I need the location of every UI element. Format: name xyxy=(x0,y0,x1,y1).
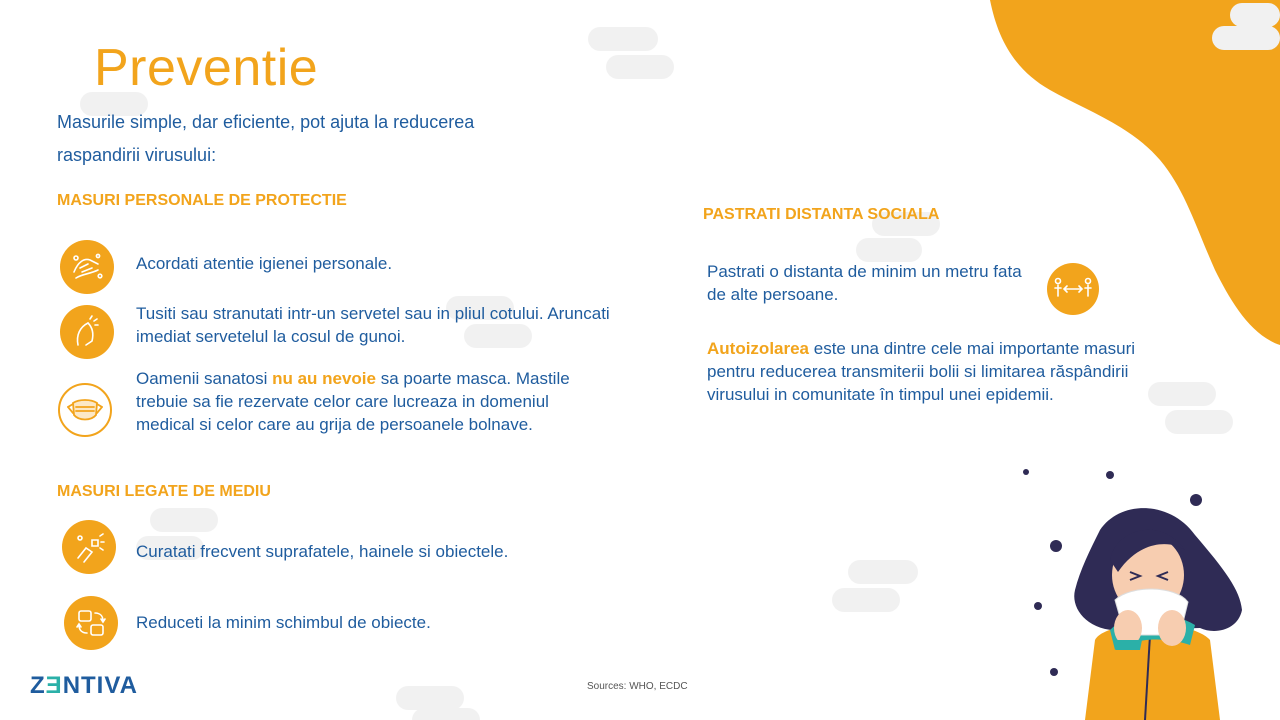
section-heading-environment: MASURI LEGATE DE MEDIU xyxy=(57,483,271,500)
item-exchange-text: Reduceti la minim schimbul de obiecte. xyxy=(136,613,431,632)
object-exchange-icon xyxy=(64,596,118,650)
sources-note: Sources: WHO, ECDC xyxy=(587,681,688,692)
mask-text-highlight: nu au nevoie xyxy=(272,369,376,388)
item-sneeze-text: Tusiti sau stranutati intr-un servetel sau in pliul cotului. Aruncati imediat servetelul la cosul de gunoi. xyxy=(136,304,610,346)
hand-washing-icon xyxy=(60,240,114,294)
decorative-cloud xyxy=(1212,26,1280,50)
zentiva-logo xyxy=(30,672,138,700)
sneeze-elbow-icon xyxy=(60,305,114,359)
decorative-cloud xyxy=(150,508,218,532)
isolation-highlight: Autoizolarea xyxy=(707,339,810,358)
intro-text: Masurile simple, dar eficiente, pot ajuta la reducerea raspandirii virusului: xyxy=(57,112,475,165)
cleaning-spray-icon xyxy=(62,520,116,574)
item-mask-text xyxy=(136,367,586,436)
isolation-body: este una dintre cele mai importante masuri pentru reducerea transmiterii bolii si limitarea răspândirii virusului in comunitate în timpul unei epidemii. xyxy=(707,339,1136,404)
item-hygiene-text: Acordati atentie igienei personale. xyxy=(136,254,393,273)
sneezing-woman-illustration xyxy=(1010,460,1260,720)
logo-rest: NTIVA xyxy=(62,672,138,699)
decorative-cloud xyxy=(1165,410,1233,434)
section-heading-distance: PASTRATI DISTANTA SOCIALA xyxy=(703,206,940,223)
mask-text-after: sa poarte masca. Mastile trebuie sa fie rezervate celor care lucreaza in domeniul medical si celor care au grija de persoanele bolnave. xyxy=(136,369,570,434)
logo-z: Z xyxy=(30,672,46,699)
decorative-orange-blob xyxy=(990,0,1280,350)
social-distance-icon xyxy=(1047,263,1099,315)
decorative-cloud xyxy=(588,27,658,51)
item-cleaning-text: Curatati frecvent suprafatele, hainele si obiectele. xyxy=(136,542,509,561)
decorative-cloud xyxy=(606,55,674,79)
decorative-cloud xyxy=(832,588,900,612)
section-heading-personal: MASURI PERSONALE DE PROTECTIE xyxy=(57,192,347,209)
logo-e: Ǝ xyxy=(45,672,63,699)
decorative-cloud xyxy=(1230,3,1280,27)
distance-text: Pastrati o distanta de minim un metru fata de alte persoane. xyxy=(707,262,1022,304)
decorative-cloud xyxy=(856,238,922,262)
decorative-cloud xyxy=(412,708,480,720)
decorative-cloud xyxy=(848,560,918,584)
mask-text-before: Oamenii sanatosi xyxy=(136,369,273,388)
page-title: Preventie xyxy=(94,39,319,97)
decorative-cloud xyxy=(396,686,464,710)
isolation-text xyxy=(707,337,1187,406)
face-mask-icon xyxy=(58,383,112,437)
